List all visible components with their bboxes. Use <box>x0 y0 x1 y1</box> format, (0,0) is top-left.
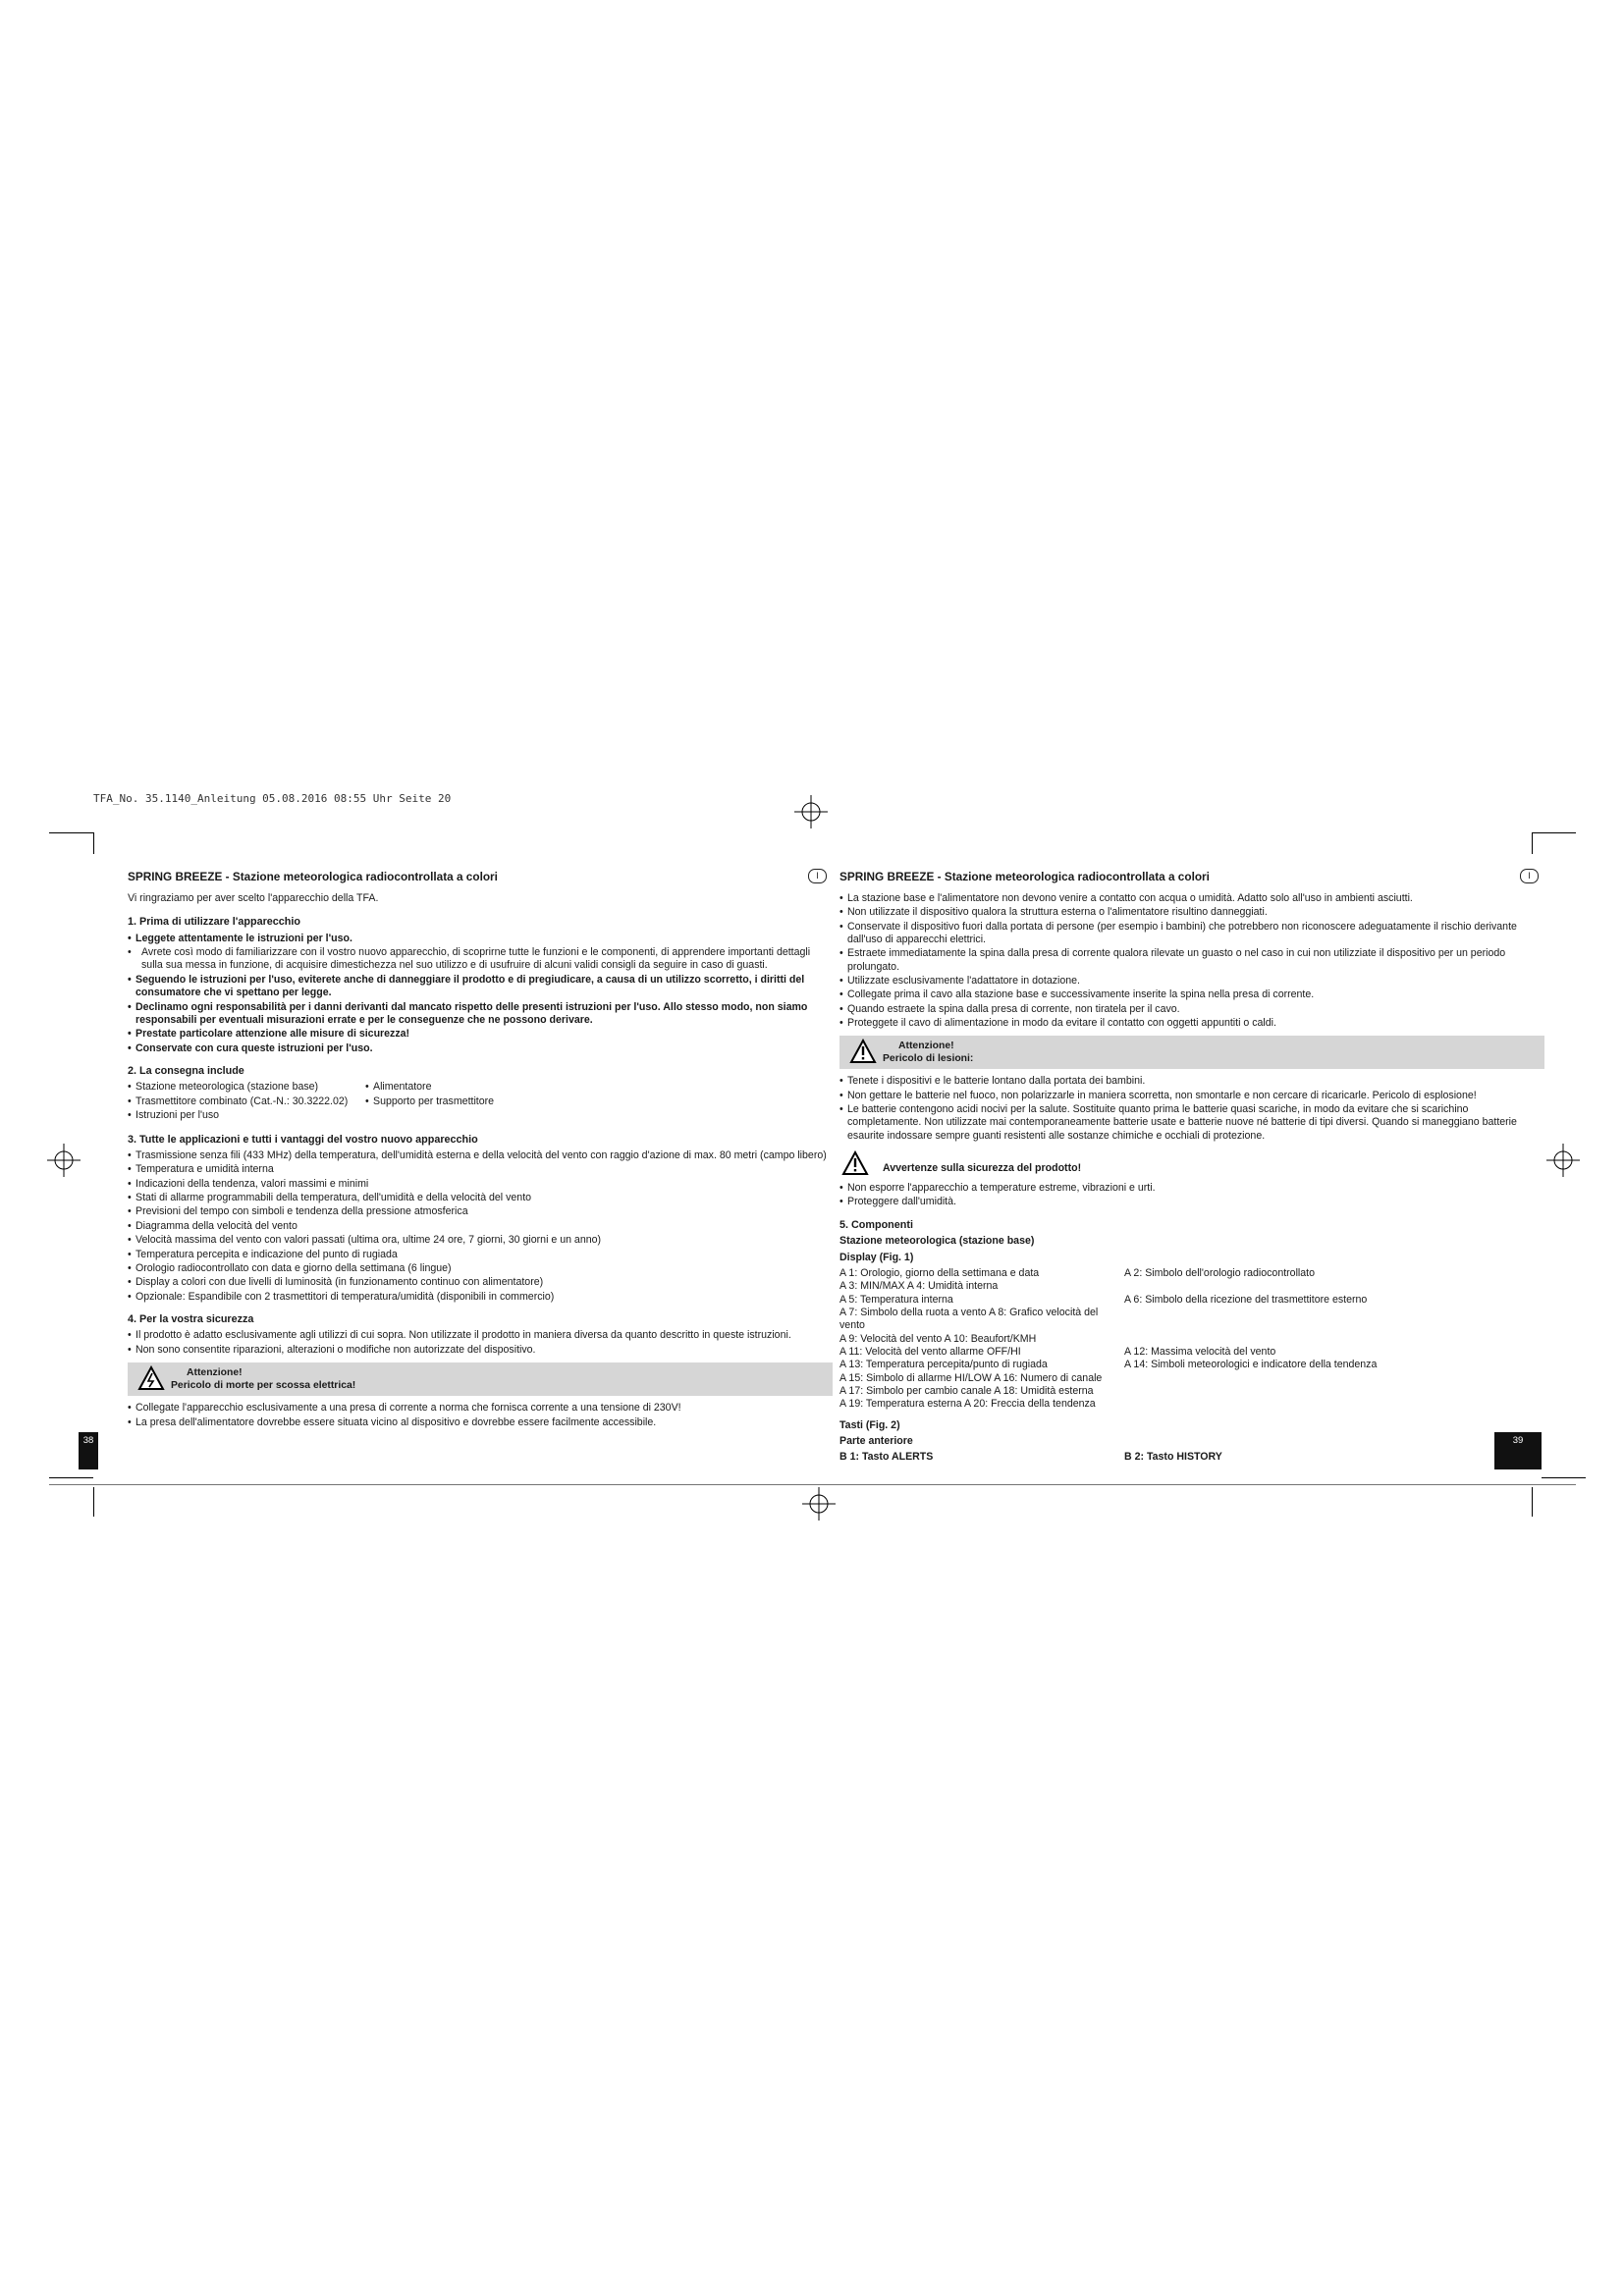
warning-exclamation-icon <box>841 1150 869 1176</box>
page-number: 38 <box>79 1432 98 1469</box>
language-badge: I <box>808 869 827 883</box>
list-item: • Previsioni del tempo con simboli e tendenza della pressione atmosferica <box>128 1205 833 1218</box>
page-title-product: SPRING BREEZE <box>128 870 223 883</box>
product-safety-warning <box>839 1150 1544 1178</box>
delivery-list-col2 <box>365 1081 494 1123</box>
section-heading: 1. Prima di utilizzare l'apparecchio <box>128 916 300 929</box>
list-item: • Prestate particolare attenzione alle misure di sicurezza! <box>128 1028 833 1041</box>
section-heading: 3. Tutte le applicazioni e tutti i vantaggi del vostro nuovo apparecchio <box>128 1133 478 1146</box>
section-heading: 2. La consegna include <box>128 1064 244 1077</box>
crop-mark <box>93 832 94 854</box>
warning-list <box>839 1075 1544 1143</box>
list-item: • Seguendo le istruzioni per l'uso, eviterete anche di danneggiare il prodotto e di pregiudicare, a causa di un utilizzo scorretto, i diritti del consumatore che vi spettano per legge. <box>128 974 833 1000</box>
list-item: • Diagramma della velocità del vento <box>128 1220 833 1233</box>
list-item: • Declinamo ogni responsabilità per i danni derivanti dal mancato rispetto delle presenti istruzioni per l'uso. Allo stesso modo, non siamo responsabili per eventuali misurazioni errate e per le conseguenze che ne possono derivare. <box>128 1001 833 1028</box>
features-list <box>128 1149 833 1304</box>
delivery-lists <box>128 1081 833 1123</box>
component-entry: A 19: Temperatura esterna A 20: Freccia della tendenza <box>839 1398 1096 1411</box>
electric-warning-icon <box>137 1365 165 1391</box>
s1-list <box>128 933 833 1055</box>
print-slug: TFA_No. 35.1140_Anleitung 05.08.2016 08:55 Uhr Seite 20 <box>93 792 452 805</box>
list-item: • Temperatura percepita e indicazione del punto di rugiada <box>128 1249 833 1261</box>
component-entry: A 9: Velocità del vento A 10: Beaufort/KMH <box>839 1332 1037 1345</box>
key-entry: B 2: Tasto HISTORY <box>1124 1451 1222 1464</box>
list-item: • Le batterie contengono acidi nocivi per la salute. Sostituite quanto prima le batterie quasi scariche, in modo da evitare che si scarichino completamente. Non utilizzate mai contemporaneamente batterie usate e batterie nuove né batterie di tipi diversi. Quando si maneggiano batterie esaurite indossare sempre guanti resistenti alle sostanze chimiche e occhiali di protezione. <box>839 1103 1544 1143</box>
registration-mark-icon <box>1546 1144 1580 1177</box>
list-item: • Il prodotto è adatto esclusivamente agli utilizzi di cui sopra. Non utilizzate il prodotto in maniera diversa da quanto descritto in queste istruzioni. <box>128 1329 833 1342</box>
component-entry <box>1124 1280 1544 1293</box>
list-item: • Quando estraete la spina dalla presa di corrente, non tiratela per il cavo. <box>839 1003 1544 1016</box>
registration-mark-icon <box>802 1487 836 1521</box>
display-components-grid <box>839 1267 1544 1412</box>
crop-mark <box>1532 832 1576 833</box>
component-entry: A 17: Simbolo per cambio canale A 18: Umidità esterna <box>839 1385 1094 1398</box>
warning-title: Attenzione! <box>187 1367 243 1379</box>
component-entry: A 3: MIN/MAX A 4: Umidità interna <box>839 1280 999 1293</box>
warning-title: Attenzione! <box>898 1041 954 1052</box>
list-item: • Collegate l'apparecchio esclusivamente a una presa di corrente a norma che fornisca corrente a una tensione di 230V! <box>128 1402 833 1415</box>
registration-mark-icon <box>47 1144 81 1177</box>
component-entry: A 6: Simbolo della ricezione del trasmettitore esterno <box>1124 1293 1368 1306</box>
list-item: • Non esporre l'apparecchio a temperature estreme, vibrazioni e urti. <box>839 1182 1544 1195</box>
safety-list <box>128 1329 833 1357</box>
list-item: • Utilizzate esclusivamente l'adattatore in dotazione. <box>839 975 1544 988</box>
registration-mark-icon <box>794 795 828 828</box>
subsection-heading: Stazione meteorologica (stazione base) <box>839 1235 1035 1248</box>
list-item: • Proteggete il cavo di alimentazione in modo da evitare il contatto con oggetti appuntiti o caldi. <box>839 1017 1544 1030</box>
list-item: • Estraete immediatamente la spina dalla presa di corrente qualora rilevate un guasto o nel caso in cui non utilizziate il dispositivo per un periodo prolungato. <box>839 947 1544 974</box>
component-entry <box>1124 1333 1544 1346</box>
list-item: • Temperatura e umidità interna <box>128 1163 833 1176</box>
page-title <box>839 870 1544 884</box>
warning-box <box>128 1362 833 1396</box>
list-item: • Avrete così modo di familiarizzare con il vostro nuovo apparecchio, di scoprirne tutte le funzioni e le componenti, di apprendere importanti dettagli sulla sua messa in funzione, di acquisire dimestichezza nel suo utilizzo e di usufruire di alcuni validi consigli da seguire in caso di guasti. <box>128 946 833 973</box>
component-entry: A 2: Simbolo dell'orologio radiocontrollato <box>1124 1266 1316 1279</box>
warning-subtitle: Pericolo di morte per scossa elettrica! <box>171 1380 356 1392</box>
list-item: • Trasmettitore combinato (Cat.-N.: 30.3222.02) <box>128 1095 365 1108</box>
crop-mark <box>1532 1487 1533 1517</box>
crop-mark <box>93 1487 94 1517</box>
component-entry: A 14: Simboli meteorologici e indicatore della tendenza <box>1124 1359 1378 1371</box>
list-item: • Istruzioni per l'uso <box>128 1109 365 1122</box>
list-item: • Stati di allarme programmabili della temperatura, dell'umidità e della velocità del vento <box>128 1192 833 1204</box>
intro-text: Vi ringraziamo per aver scelto l'apparecchio della TFA. <box>128 891 379 904</box>
page-title-product: SPRING BREEZE <box>839 870 935 883</box>
list-item: • Leggete attentamente le istruzioni per l'uso. <box>128 933 833 945</box>
language-badge: I <box>1520 869 1539 883</box>
warning-title: Avvertenze sulla sicurezza del prodotto! <box>883 1162 1082 1175</box>
list-item: • Non utilizzate il dispositivo qualora la struttura esterna o l'alimentatore risultino danneggiati. <box>839 906 1544 919</box>
page-title-subtitle: - Stazione meteorologica radiocontrollata a colori <box>222 870 498 883</box>
crop-mark <box>49 1477 93 1478</box>
list-item: • Stazione meteorologica (stazione base) <box>128 1081 365 1094</box>
component-entry: A 5: Temperatura interna <box>839 1293 953 1306</box>
component-entry: A 7: Simbolo della ruota a vento A 8: Grafico velocità del vento <box>839 1307 1099 1332</box>
list-item: • Tenete i dispositivi e le batterie lontano dalla portata dei bambini. <box>839 1075 1544 1088</box>
safety-list-continued <box>839 892 1544 1030</box>
component-entry: A 12: Massima velocità del vento <box>1124 1346 1276 1359</box>
keys-grid <box>839 1451 1544 1464</box>
warning-exclamation-icon <box>849 1039 877 1064</box>
crop-mark <box>1542 1477 1586 1478</box>
section-heading: 4. Per la vostra sicurezza <box>128 1312 254 1325</box>
component-entry: A 11: Velocità del vento allarme OFF/HI <box>839 1346 1021 1359</box>
warning-list <box>128 1402 833 1429</box>
warning-box <box>839 1036 1544 1069</box>
subsection-heading: Tasti (Fig. 2) <box>839 1418 900 1431</box>
product-safety-list <box>839 1182 1544 1209</box>
list-item: • Non sono consentite riparazioni, alterazioni o modifiche non autorizzate del dispositivo. <box>128 1344 833 1357</box>
page-title-subtitle: - Stazione meteorologica radiocontrollata a colori <box>934 870 1210 883</box>
section-heading: 5. Componenti <box>839 1218 913 1231</box>
component-entry <box>1124 1398 1544 1411</box>
key-entry: B 1: Tasto ALERTS <box>839 1451 934 1464</box>
list-item: • Trasmissione senza fili (433 MHz) della temperatura, dell'umidità esterna e della velocità del vento con raggio d'azione di max. 80 metri (campo libero) <box>128 1149 833 1162</box>
subsection-heading: Display (Fig. 1) <box>839 1251 914 1263</box>
list-item: • Velocità massima del vento con valori passati (ultima ora, ultime 24 ore, 7 giorni, 30 giorni e un anno) <box>128 1234 833 1247</box>
list-item: • Conservate con cura queste istruzioni per l'uso. <box>128 1042 833 1055</box>
crop-mark <box>49 832 93 833</box>
list-item: • Non gettare le batterie nel fuoco, non polarizzarle in maniera scorretta, non smontarle e non cercare di ricaricarle. Pericolo di esplosione! <box>839 1090 1544 1102</box>
list-item: • Collegate prima il cavo alla stazione base e successivamente inserite la spina nella presa di corrente. <box>839 988 1544 1001</box>
warning-subtitle: Pericolo di lesioni: <box>883 1053 974 1065</box>
list-item: • Proteggere dall'umidità. <box>839 1196 1544 1208</box>
component-entry <box>1124 1307 1544 1333</box>
list-item: • Supporto per trasmettitore <box>365 1095 494 1108</box>
component-entry: A 13: Temperatura percepita/punto di rugiada <box>839 1359 1048 1371</box>
page-title <box>128 870 833 884</box>
delivery-list-col1 <box>128 1081 365 1123</box>
list-item: • Alimentatore <box>365 1081 494 1094</box>
right-page <box>839 870 1544 1465</box>
list-item: • Indicazioni della tendenza, valori massimi e minimi <box>128 1178 833 1191</box>
list-item: • Display a colori con due livelli di luminosità (in funzionamento continuo con alimentatore) <box>128 1276 833 1289</box>
list-item: • La stazione base e l'alimentatore non devono venire a contatto con acqua o umidità. Adatto solo all'uso in ambienti asciutti. <box>839 892 1544 905</box>
component-entry: A 1: Orologio, giorno della settimana e data <box>839 1266 1040 1279</box>
page-number: 39 <box>1494 1432 1542 1469</box>
crop-mark <box>49 1484 1576 1485</box>
left-page <box>128 870 833 1430</box>
list-item: • Opzionale: Espandibile con 2 trasmettitori di temperatura/umidità (disponibili in commercio) <box>128 1291 833 1304</box>
list-item: • La presa dell'alimentatore dovrebbe essere situata vicino al dispositivo e dovrebbe essere facilmente accessibile. <box>128 1416 833 1429</box>
subsection-heading: Parte anteriore <box>839 1435 913 1448</box>
component-entry <box>1124 1372 1544 1385</box>
component-entry: A 15: Simbolo di allarme HI/LOW A 16: Numero di canale <box>839 1371 1103 1384</box>
list-item: • Conservate il dispositivo fuori dalla portata di persone (per esempio i bambini) che potrebbero non riconoscere adeguatamente il rischio derivante dall'uso di apparecchi elettrici. <box>839 921 1544 947</box>
list-item: • Orologio radiocontrollato con data e giorno della settimana (6 lingue) <box>128 1262 833 1275</box>
crop-mark <box>1532 832 1533 854</box>
component-entry <box>1124 1385 1544 1398</box>
